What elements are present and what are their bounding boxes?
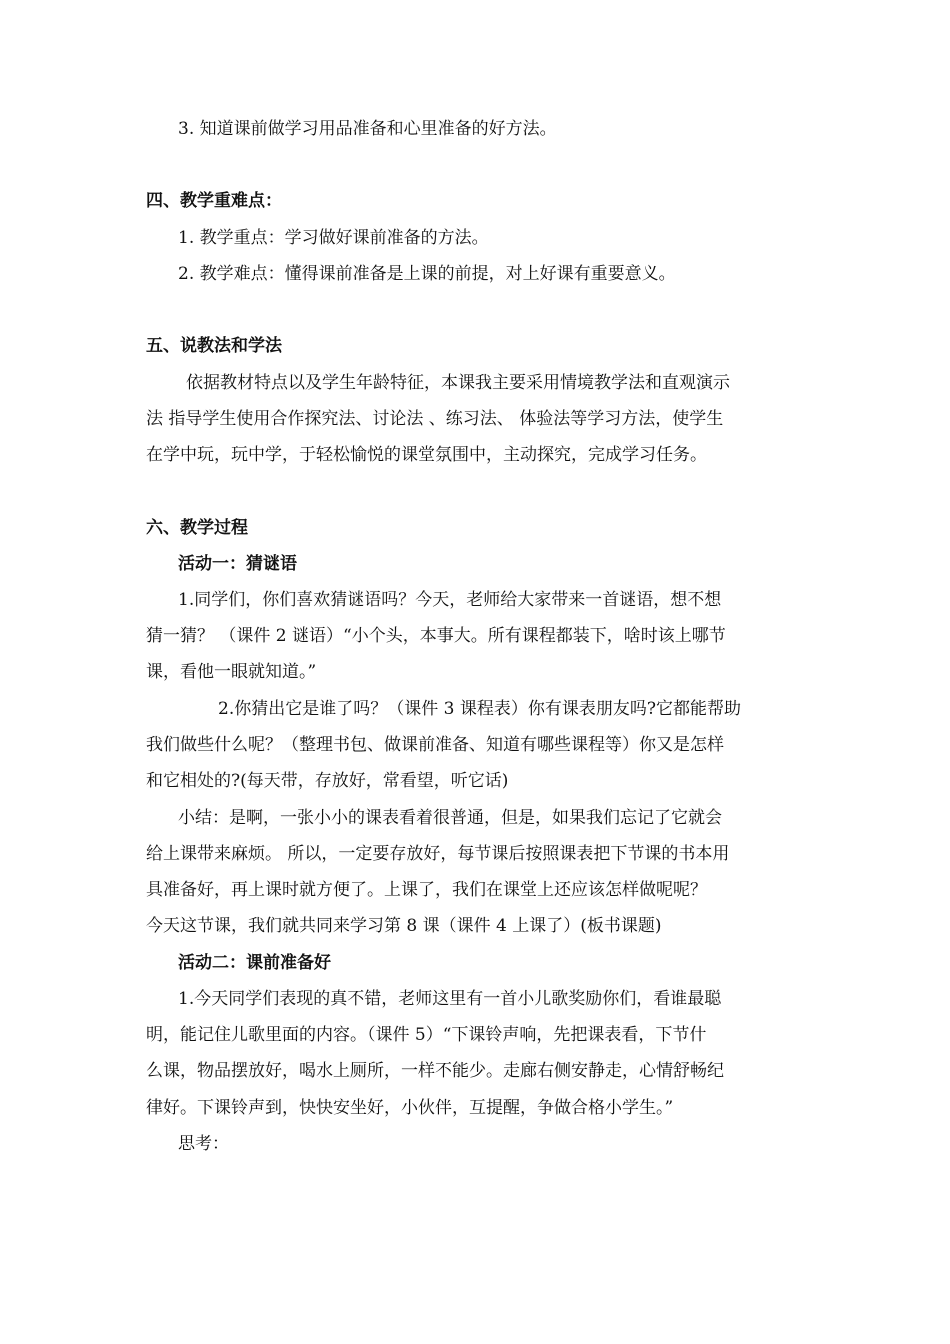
methods-paragraph-line: 法 指导学生使用合作探究法、讨论法 、练习法、 体验法等学习方法，使学生	[146, 409, 724, 429]
activity-1-paragraph-line: 我们做些什么呢？（整理书包、做课前准备、知道有哪些课程等）你又是怎样	[146, 735, 724, 755]
activity-1-summary-line: 小结：是啊，一张小小的课表看着很普通，但是，如果我们忘记了它就会	[178, 808, 722, 828]
section-heading-methods: 五、说教法和学法	[146, 336, 282, 356]
activity-2-paragraph-line: 律好。下课铃声到，快快安坐好，小伙伴，互提醒，争做合格小学生。”	[146, 1098, 674, 1118]
activity-1-paragraph-line: 猜一猜？ （课件 2 谜语）“小个头，本事大。所有课程都装下，啥时该上哪节	[146, 626, 726, 646]
methods-paragraph-line: 在学中玩，玩中学，于轻松愉悦的课堂氛围中，主动探究，完成学习任务。	[146, 445, 707, 465]
section-heading-key-difficult-points: 四、教学重难点：	[146, 191, 282, 211]
activity-1-paragraph-line: 1.同学们，你们喜欢猜谜语吗？今天，老师给大家带来一首谜语，想不想	[178, 590, 722, 610]
section-heading-teaching-process: 六、教学过程	[146, 518, 248, 538]
activity-2-think-label: 思考：	[178, 1134, 229, 1154]
objective-item-3: 3. 知道课前做学习用品准备和心里准备的好方法。	[178, 119, 557, 139]
key-point-item: 1. 教学重点：学习做好课前准备的方法。	[178, 228, 489, 248]
activity-2-paragraph-line: 么课，物品摆放好，喝水上厕所，一样不能少。走廊右侧安静走，心情舒畅纪	[146, 1061, 724, 1081]
methods-paragraph-line: 依据教材特点以及学生年龄特征，本课我主要采用情境教学法和直观演示	[186, 373, 730, 393]
activity-1-summary-line: 今天这节课，我们就共同来学习第 8 课（课件 4 上课了）(板书课题)	[146, 916, 662, 936]
difficult-point-item: 2. 教学难点：懂得课前准备是上课的前提，对上好课有重要意义。	[178, 264, 676, 284]
activity-2-paragraph-line: 明，能记住儿歌里面的内容。（课件 5）“下课铃声响，先把课表看，下节什	[146, 1025, 707, 1045]
activity-1-paragraph-line: 2.你猜出它是谁了吗？（课件 3 课程表）你有课表朋友吗?它都能帮助	[218, 699, 741, 719]
activity-2-paragraph-line: 1.今天同学们表现的真不错，老师这里有一首小儿歌奖励你们，看谁最聪	[178, 989, 722, 1009]
activity-1-summary-line: 具准备好，再上课时就方便了。上课了，我们在课堂上还应该怎样做呢呢？	[146, 880, 707, 900]
activity-1-title: 活动一：猜谜语	[178, 554, 297, 574]
activity-1-summary-line: 给上课带来麻烦。 所以，一定要存放好，每节课后按照课表把下节课的书本用	[146, 844, 730, 864]
activity-2-title: 活动二：课前准备好	[178, 953, 331, 973]
activity-1-paragraph-line: 课，看他一眼就知道。”	[146, 662, 317, 682]
activity-1-paragraph-line: 和它相处的?(每天带，存放好，常看望，听它话)	[146, 771, 509, 791]
